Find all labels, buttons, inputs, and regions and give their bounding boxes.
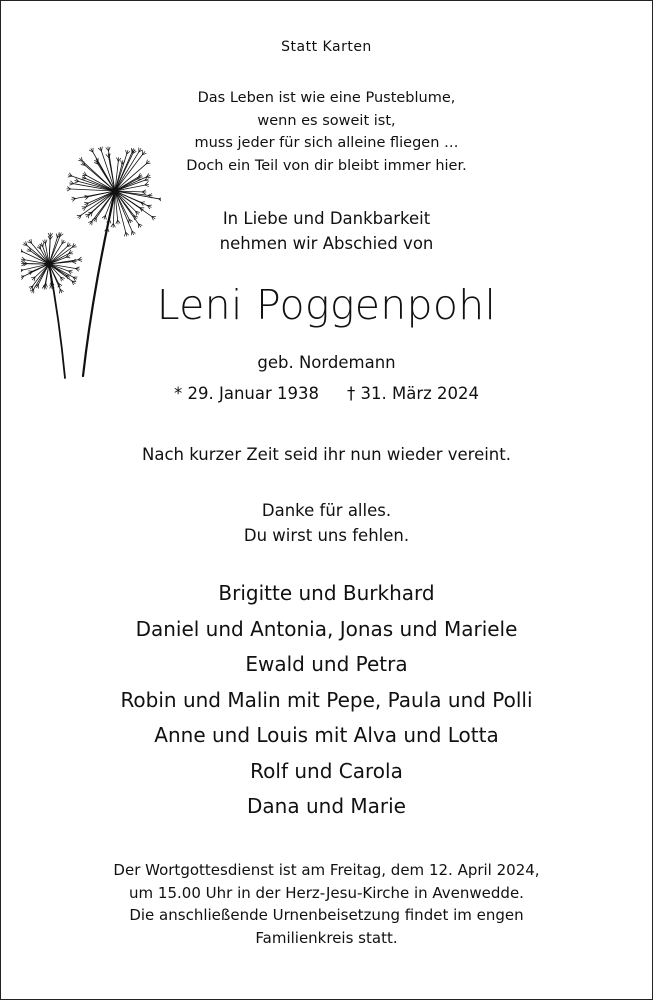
family-member: Robin und Malin mit Pepe, Paula und Polli xyxy=(120,687,533,712)
family-member: Rolf und Carola xyxy=(250,758,403,783)
poem-line: Doch ein Teil von dir bleibt immer hier. xyxy=(186,157,467,174)
thanks-text xyxy=(1,498,652,548)
family-member: Brigitte und Burkhard xyxy=(218,581,435,605)
family-list xyxy=(1,576,652,825)
death-date: † 31. März 2024 xyxy=(347,384,480,403)
service-info xyxy=(1,859,652,949)
intro-line: nehmen wir Abschied von xyxy=(219,234,434,253)
thanks-line: Danke für alles. xyxy=(261,501,392,520)
poem-line: wenn es soweit ist, xyxy=(257,112,396,129)
family-member: Daniel und Antonia, Jonas und Mariele xyxy=(135,616,518,641)
intro-text xyxy=(1,206,652,256)
poem-line: muss jeder für sich alleine fliegen … xyxy=(194,135,459,151)
service-line: Die anschließende Urnenbeisetzung findet im engen xyxy=(129,906,524,924)
service-line: Der Wortgottesdienst ist am Freitag, dem 12. April 2024, xyxy=(113,861,540,879)
poem xyxy=(1,87,652,177)
intro-line: In Liebe und Dankbarkeit xyxy=(222,209,431,228)
reunion-text: Nach kurzer Zeit seid ihr nun wieder vereint. xyxy=(142,445,511,464)
header-text: Statt Karten xyxy=(281,39,372,55)
life-dates xyxy=(1,384,652,403)
service-line: um 15.00 Uhr in der Herz-Jesu-Kirche in Avenwedde. xyxy=(129,883,524,902)
deceased-name: Leni Poggenpohl xyxy=(156,281,497,329)
family-member: Dana und Marie xyxy=(247,794,406,818)
birth-date: * 29. Januar 1938 xyxy=(173,384,319,403)
birth-name: geb. Nordemann xyxy=(257,353,396,372)
family-member: Ewald und Petra xyxy=(245,652,408,676)
thanks-line: Du wirst uns fehlen. xyxy=(243,526,410,545)
family-member: Anne und Louis mit Alva und Lotta xyxy=(154,723,499,747)
service-line: Familienkreis statt. xyxy=(255,928,398,947)
poem-line: Das Leben ist wie eine Pusteblume, xyxy=(197,90,456,106)
